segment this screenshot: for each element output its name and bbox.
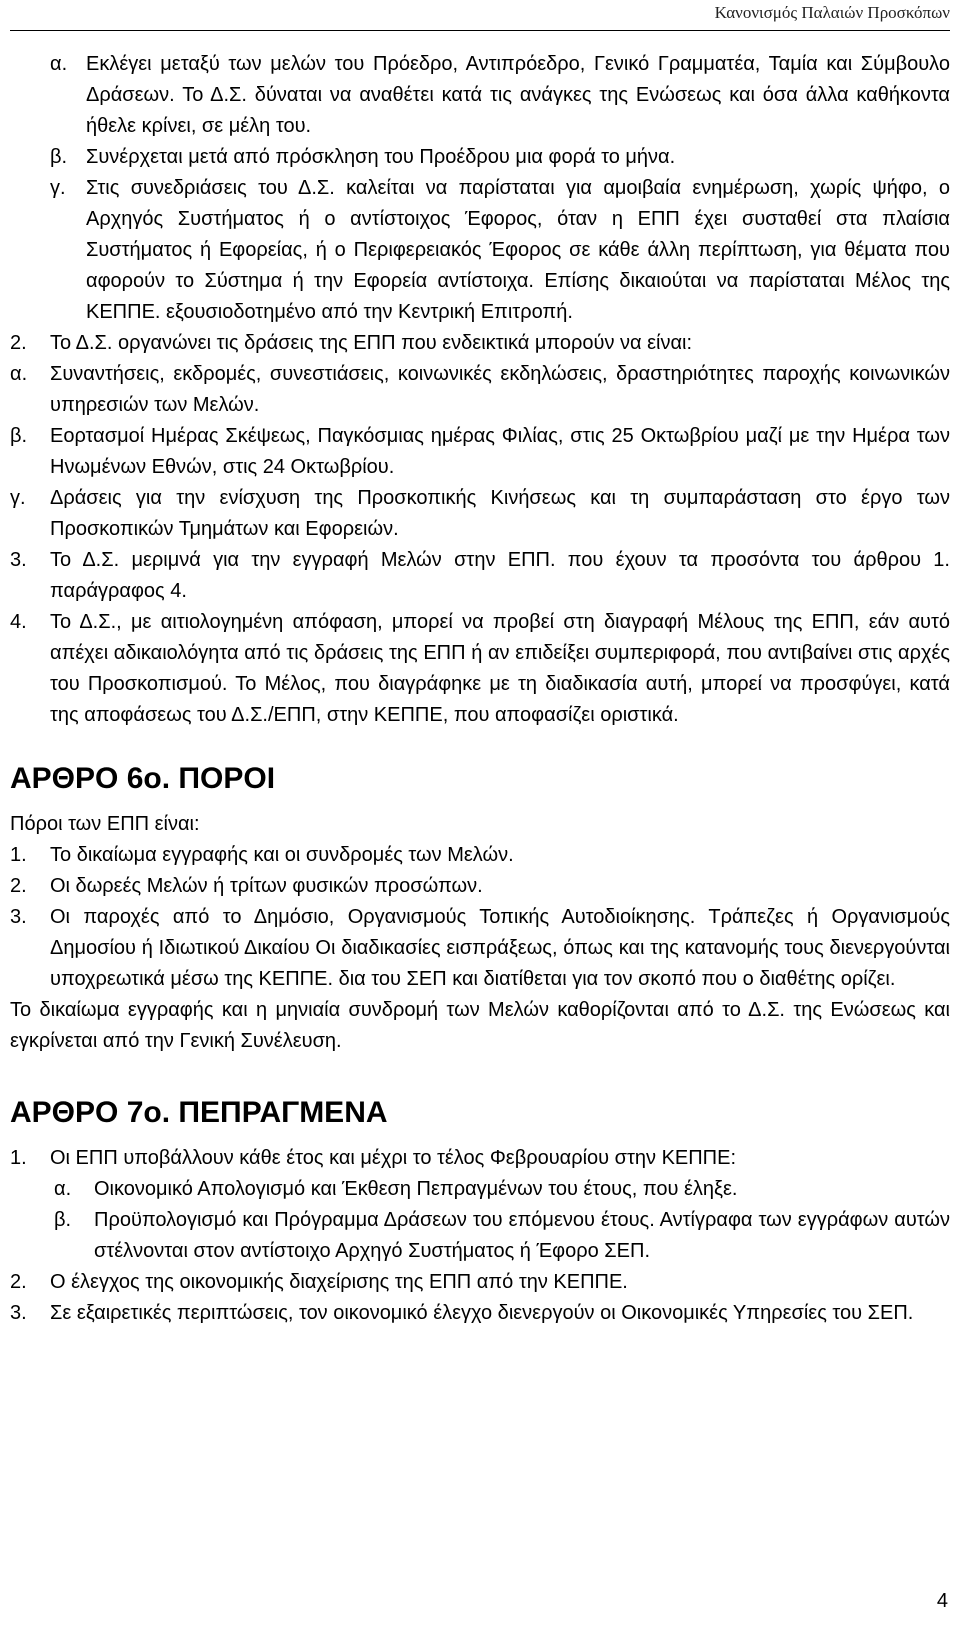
page-number: 4 [936, 1590, 948, 1612]
list-marker: 3. [10, 549, 27, 571]
list-item-text: Οι δωρεές Μελών ή τρίτων φυσικών προσώπων. [50, 875, 483, 897]
article-6-heading: ΑΡΘΡΟ 6ο. ΠΟΡΟΙ [10, 762, 276, 795]
header-divider [10, 30, 950, 31]
list-item [10, 1298, 950, 1329]
list-item-text: Ο έλεγχος της οικονομικής διαχείρισης της ΕΠΠ από την ΚΕΠΠΕ. [50, 1271, 628, 1293]
list-item [10, 1174, 950, 1205]
list-item-text: Συνέρχεται μετά από πρόσκληση του Προέδρου μια φορά το μήνα. [86, 146, 676, 168]
list-marker: β. [50, 146, 68, 168]
list-marker: α. [10, 363, 28, 385]
list-marker: 1. [10, 1147, 27, 1169]
list-item-text: Το Δ.Σ., με αιτιολογημένη απόφαση, μπορεί να προβεί στη διαγραφή Μέλους της ΕΠΠ, εάν αυτό απέχει αδικαιολόγητα από τις δράσεις της ΕΠΠ ή αν επιδείξει συμπεριφορά, που αντιβαίνει στις αρχές του Προσκοπισμού. Το Μέλος, που διαγράφηκε με τη διαδικασία αυτή, μπορεί να προσφύγει, κατά της αποφάσεως του Δ.Σ./ΕΠΠ, στην ΚΕΠΠΕ, που αποφασίζει οριστικά. [50, 611, 950, 726]
list-item [10, 1205, 950, 1267]
list-item [10, 545, 950, 607]
list-item [10, 142, 950, 173]
list-item-text: Το Δ.Σ. οργανώνει τις δράσεις της ΕΠΠ που ενδεικτικά μπορούν να είναι: [50, 332, 693, 354]
list-marker: 3. [10, 1302, 27, 1324]
list-marker: β. [54, 1209, 72, 1231]
list-item [10, 871, 950, 902]
list-marker: 1. [10, 844, 27, 866]
list-item [10, 359, 950, 421]
list-item-text: Δράσεις για την ενίσχυση της Προσκοπικής Κινήσεως και τη συμπαράσταση στο έργο των Προσκοπικών Τμημάτων και Εφορειών. [50, 487, 950, 540]
list-marker: 2. [10, 1271, 27, 1293]
list-marker: β. [10, 425, 28, 447]
article-6-closing: Το δικαίωμα εγγραφής και η μηνιαία συνδρομή των Μελών καθορίζονται από το Δ.Σ. της Ενώσεως και εγκρίνεται από την Γενική Συνέλευση. [10, 999, 950, 1052]
list-item-text: Εορτασμοί Ημέρας Σκέψεως, Παγκόσμιας ημέρας Φιλίας, στις 25 Οκτωβρίου μαζί με την Ημέρα των Ηνωμένων Εθνών, στις 24 Οκτωβρίου. [50, 425, 950, 478]
list-item-text: Οικονομικό Απολογισμό και Έκθεση Πεπραγμένων του έτους, που έληξε. [94, 1178, 738, 1200]
header-title: Κανονισμός Παλαιών Προσκόπων [714, 3, 950, 22]
document-body [10, 49, 950, 1329]
list-marker: 4. [10, 611, 27, 633]
list-item [10, 328, 950, 359]
list-item-text: Συναντήσεις, εκδρομές, συνεστιάσεις, κοινωνικές εκδηλώσεις, δραστηριότητες παροχής κοινωνικών υπηρεσιών των Μελών. [50, 363, 950, 416]
list-item-text: Στις συνεδριάσεις του Δ.Σ. καλείται να παρίσταται για αμοιβαία ενημέρωση, χωρίς ψήφο, ο Αρχηγός Συστήματος ή ο αντίστοιχος Έφορος, όταν η ΕΠΠ έχει συσταθεί στα πλαίσια Συστήματος ή Εφορείας, ή ο Περιφερειακός Έφορος σε κάθε άλλη περίπτωση, για θέματα που αφορούν το Σύστημα ή την Εφορεία αντίστοιχα. Επίσης δικαιούται να παρίσταται Μέλος της ΚΕΠΠΕ. εξουσιοδοτημένο από την Κεντρική Επιτροπή. [86, 177, 950, 323]
list-item-text: Οι παροχές από το Δημόσιο, Οργανισμούς Τοπικής Αυτοδιοίκησης. Τράπεζες ή Οργανισμούς Δημοσίου ή Ιδιωτικού Δικαίου Οι διαδικασίες εισπράξεως, όπως και της κατανομής τους διενεργούνται υποχρεωτικά μέσω της ΚΕΠΠΕ. δια του ΣΕΠ και διατίθεται για τον σκοπό που ο διαθέτης ορίζει. [50, 906, 950, 990]
list-item [10, 49, 950, 142]
list-item-text: Σε εξαιρετικές περιπτώσεις, τον οικονομικό έλεγχο διενεργούν οι Οικονομικές Υπηρεσίες του ΣΕΠ. [50, 1302, 914, 1324]
list-item [10, 1267, 950, 1298]
list-marker: 2. [10, 875, 27, 897]
list-item-text: Εκλέγει μεταξύ των μελών του Πρόεδρο, Αντιπρόεδρο, Γενικό Γραμματέα, Ταμία και Σύμβουλο Δράσεων. Το Δ.Σ. δύναται να αναθέτει κατά τις ανάγκες της Ενώσεως και όσα άλλα καθήκοντα ήθελε κρίνει, σε μέλη του. [86, 53, 950, 137]
article-6-intro: Πόροι των ΕΠΠ είναι: [10, 813, 200, 835]
list-item [10, 1143, 950, 1174]
list-item-text: Το Δ.Σ. μεριμνά για την εγγραφή Μελών στην ΕΠΠ. που έχουν τα προσόντα του άρθρου 1. παράγραφος 4. [50, 549, 950, 602]
article-7-heading: ΑΡΘΡΟ 7ο. ΠΕΠΡΑΓΜΕΝΑ [10, 1096, 388, 1129]
list-marker: 2. [10, 332, 27, 354]
list-marker: γ. [50, 177, 66, 199]
list-marker: 3. [10, 906, 27, 928]
list-item-text: Οι ΕΠΠ υποβάλλουν κάθε έτος και μέχρι το τέλος Φεβρουαρίου στην ΚΕΠΠΕ: [50, 1147, 737, 1169]
list-item [10, 607, 950, 731]
list-marker: α. [50, 53, 68, 75]
list-item [10, 840, 950, 871]
list-marker: γ. [10, 487, 26, 509]
list-item [10, 483, 950, 545]
page-header [0, 0, 960, 40]
list-marker: α. [54, 1178, 72, 1200]
list-item-text: Το δικαίωμα εγγραφής και οι συνδρομές των Μελών. [50, 844, 514, 866]
list-item-text: Προϋπολογισμό και Πρόγραμμα Δράσεων του επόμενου έτους. Αντίγραφα των εγγράφων αυτών στέλνονται στον αντίστοιχο Αρχηγό Συστήματος ή Έφορο ΣΕΠ. [94, 1209, 950, 1262]
list-item [10, 173, 950, 328]
list-item [10, 902, 950, 995]
list-item [10, 421, 950, 483]
